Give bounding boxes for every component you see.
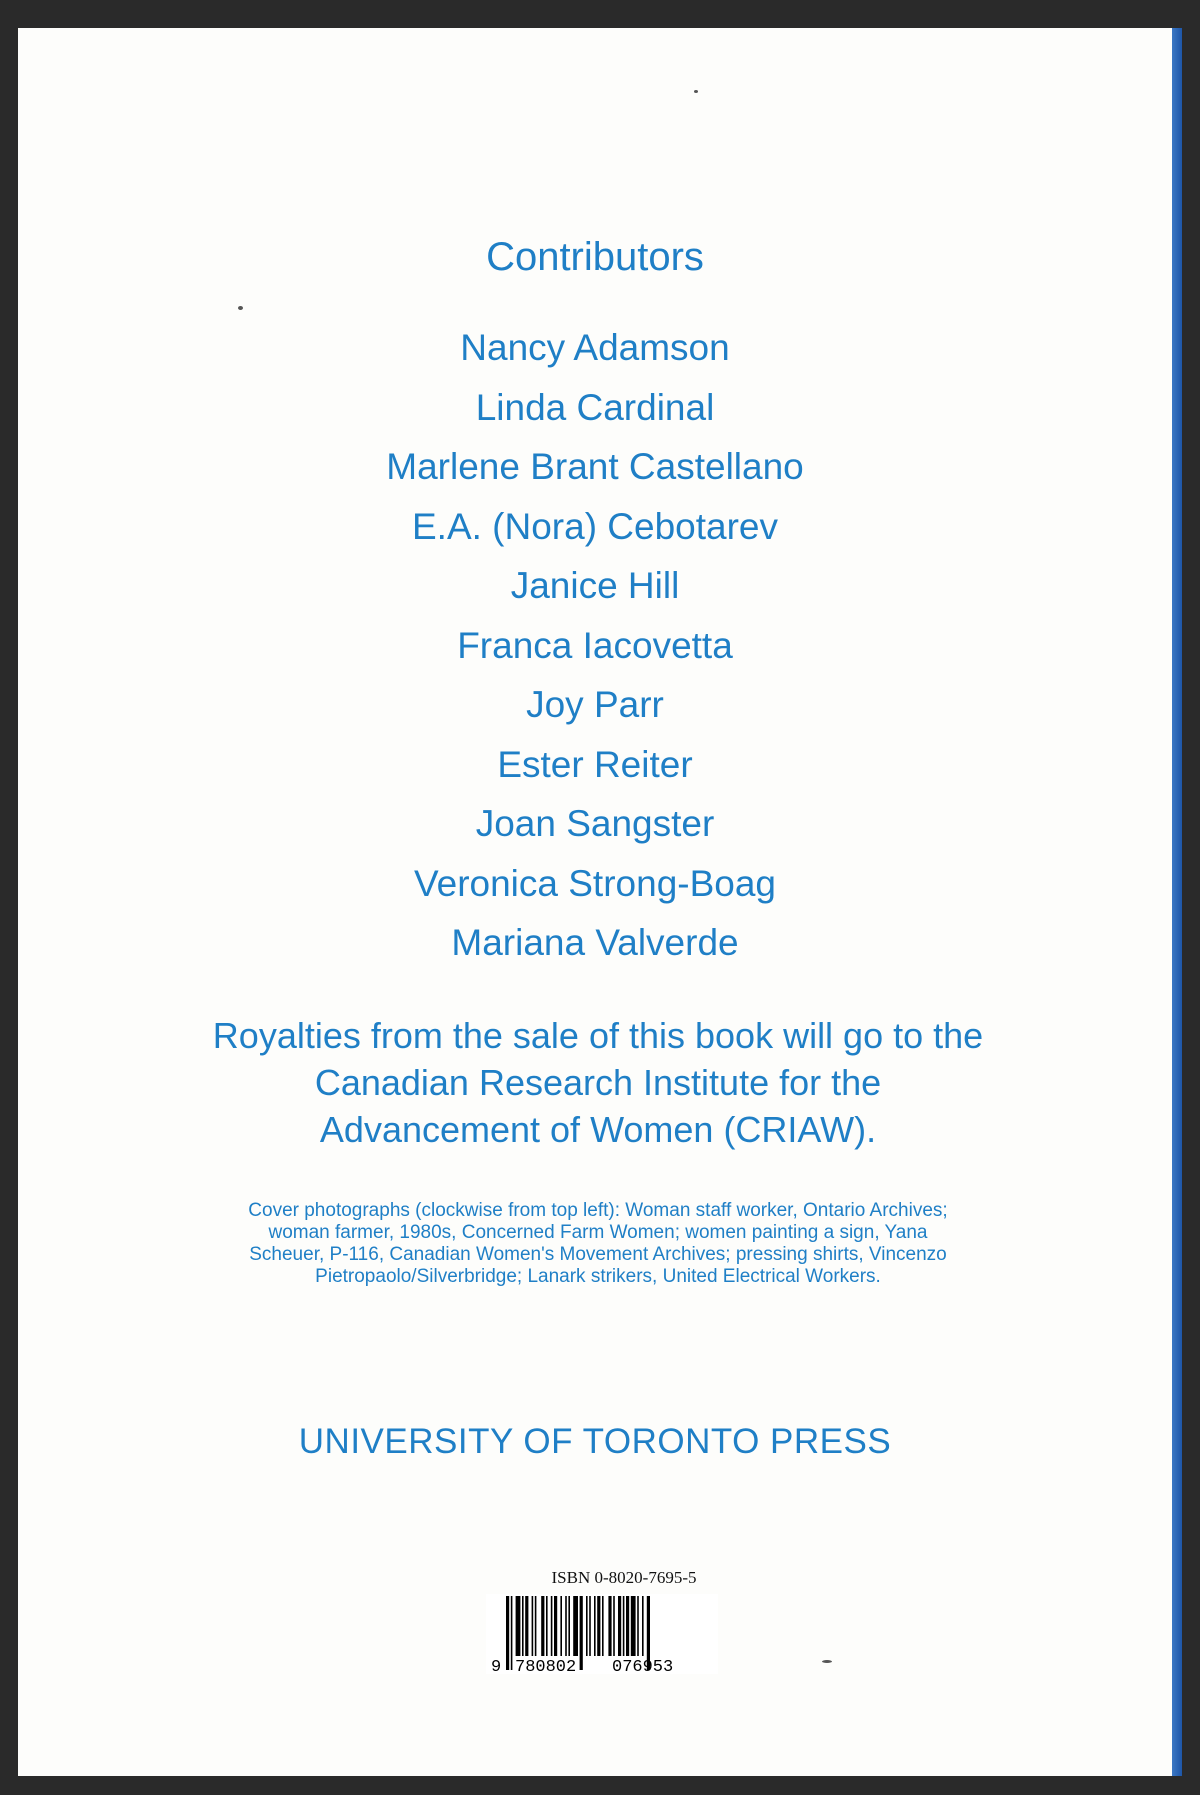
contributor-name: Linda Cardinal bbox=[475, 386, 715, 428]
contributor-name: Mariana Valverde bbox=[451, 922, 739, 963]
contributor-name: Ester Reiter bbox=[497, 743, 693, 785]
barcode-bar bbox=[573, 1596, 578, 1656]
contributor-name: Joy Parr bbox=[526, 684, 664, 725]
contributors-list bbox=[18, 318, 1172, 973]
contributors-heading: Contributors bbox=[486, 235, 704, 279]
contributor-name: Veronica Strong-Boag bbox=[413, 862, 776, 904]
barcode-bar bbox=[602, 1596, 604, 1656]
dust-speck bbox=[822, 1660, 832, 1663]
barcode-bar bbox=[642, 1596, 644, 1656]
isbn-label: ISBN 0-8020-7695-5 bbox=[551, 1568, 697, 1587]
cover-content bbox=[18, 28, 1172, 1776]
barcode-bar bbox=[560, 1596, 562, 1656]
credits-line: Scheuer, P-116, Canadian Women's Movement Archives; pressing shirts, Vincenzo bbox=[249, 1244, 947, 1265]
barcode-bar bbox=[586, 1596, 588, 1656]
credits-line: Pietropaolo/Silverbridge; Lanark strikers, United Electrical Workers. bbox=[315, 1266, 881, 1287]
barcode-bar bbox=[618, 1596, 621, 1656]
contributor-name: Joan Sangster bbox=[475, 803, 715, 844]
contributor-name: E.A. (Nora) Cebotarev bbox=[411, 505, 779, 547]
barcode-bar bbox=[535, 1596, 537, 1656]
credits-line: Cover photographs (clockwise from top left): Woman staff worker, Ontario Archives; bbox=[248, 1200, 948, 1221]
contributor-name: Nancy Adamson bbox=[460, 327, 730, 368]
barcode-bar bbox=[551, 1596, 553, 1656]
barcode-bar bbox=[623, 1596, 625, 1656]
dust-speck bbox=[238, 306, 243, 310]
barcode-bar bbox=[637, 1596, 639, 1656]
barcode-bar bbox=[608, 1596, 611, 1656]
barcode-bar bbox=[516, 1596, 521, 1656]
barcode-digits-right: 076953 bbox=[612, 1658, 674, 1674]
royalties-line: Royalties from the sale of this book will go to the bbox=[212, 1015, 984, 1056]
barcode-bar bbox=[568, 1596, 570, 1656]
isbn-barcode bbox=[486, 1594, 718, 1674]
barcode-bar bbox=[525, 1596, 528, 1656]
contributor-name: Janice Hill bbox=[510, 565, 680, 606]
barcode-bar bbox=[613, 1596, 615, 1656]
barcode-bar bbox=[589, 1596, 591, 1656]
royalties-statement bbox=[178, 1012, 1018, 1153]
barcode-bar bbox=[554, 1596, 557, 1656]
barcode-digits-left: 780802 bbox=[515, 1658, 577, 1674]
cover-spine-edge bbox=[1172, 28, 1182, 1776]
publisher-name: UNIVERSITY OF TORONTO PRESS bbox=[298, 1422, 892, 1461]
royalties-line: Canadian Research Institute for the bbox=[314, 1062, 882, 1103]
royalties-line: Advancement of Women (CRIAW). bbox=[319, 1109, 877, 1150]
cover-photo-credits bbox=[148, 1200, 1048, 1288]
barcode-bar bbox=[594, 1596, 596, 1656]
barcode-bar bbox=[626, 1596, 629, 1656]
barcode-bar bbox=[511, 1596, 513, 1670]
barcode-bar bbox=[597, 1596, 600, 1656]
barcode-bar bbox=[506, 1596, 509, 1670]
credits-line: woman farmer, 1980s, Concerned Farm Women; women painting a sign, Yana bbox=[268, 1222, 928, 1243]
barcode-bar bbox=[631, 1596, 636, 1656]
barcode-bar bbox=[532, 1596, 534, 1656]
barcode-digit-first: 9 bbox=[491, 1658, 502, 1674]
dust-speck bbox=[694, 90, 698, 93]
barcode-bar bbox=[565, 1596, 567, 1656]
barcode-bar bbox=[580, 1596, 583, 1670]
back-cover bbox=[18, 28, 1182, 1776]
contributor-name: Marlene Brant Castellano bbox=[386, 446, 804, 487]
contributor-name: Franca Iacovetta bbox=[457, 624, 733, 666]
barcode-bar bbox=[541, 1596, 544, 1656]
barcode-bar bbox=[546, 1596, 548, 1656]
barcode-bar bbox=[522, 1596, 524, 1656]
